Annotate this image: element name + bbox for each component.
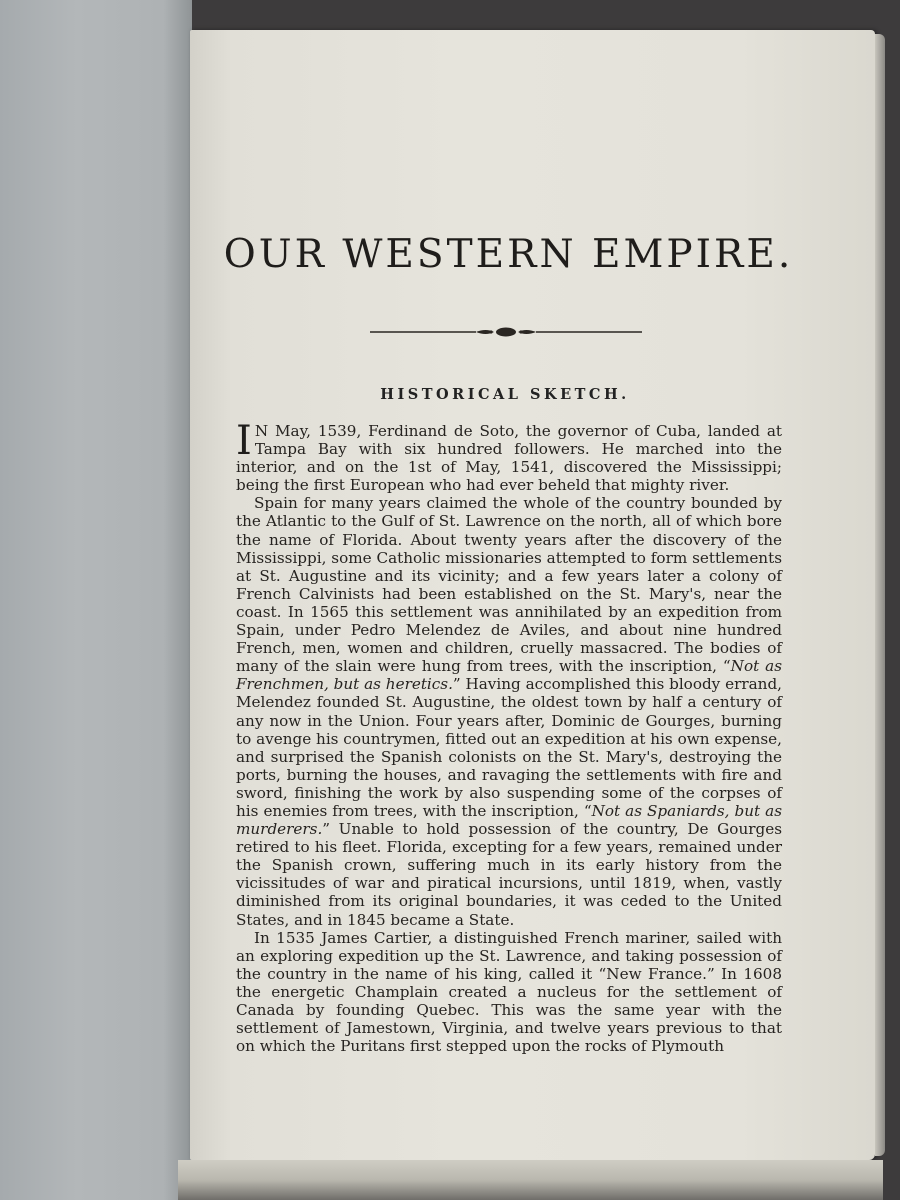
paragraph-2-text-c: ” Unable to hold possession of the country, De Gourges retired to his fleet. Florida, excepting for a few years, remained under the Spanish crown, suffering much in its early history from the vicissitudes of war and piratical incursions, until 1819, when, vastly diminished from its original boundaries, it was ceded to the United States, and in 1845 became a State. xyxy=(236,820,782,929)
paragraph-2-text-b: ” Having accomplished this bloody errand, Melendez founded St. Augustine, the oldest town by half a century of any now in the Union. Four years after, Dominic de Gourges, burning to avenge his countrymen, fitted out an expedition at his own expense, and surprised the Spanish colonists on the St. Mary's, destroying the ports, burning the houses, and ravaging the settlements with fire and sword, finishing the work by also suspending some of the corpses of his enemies from trees, with the inscription, “ xyxy=(236,675,782,820)
drop-cap: I xyxy=(236,418,252,464)
paragraph-1-text: May, 1539, Ferdinand de Soto, the governor of Cuba, landed at Tampa Bay with six hundred followers. He marched into the interior, and on the 1st of May, 1541, discovered the Mississippi; being the first European who had ever beheld that mighty river. xyxy=(236,422,782,495)
facing-page xyxy=(0,0,192,1200)
page-bottom-edge xyxy=(178,1160,883,1200)
ornamental-rule xyxy=(370,322,642,342)
inscription-quote-2: Not as Spaniards, but as murderers. xyxy=(236,801,782,839)
page-title: OUR WESTERN EMPIRE. xyxy=(223,232,794,277)
paragraph-3: In 1535 James Cartier, a distinguished French mariner, sailed with an exploring expedition up the St. Lawrence, and taking possession of the country in the name of his king, called it “New France.” In 1608 the energetic Champlain created a nucleus for the settlement of Canada by founding Quebec. This was the same year with the settlement of Jamestown, Virginia, and twelve years previous to that on which the Puritans first stepped upon the rocks of Plymouth xyxy=(236,928,782,1056)
drop-cap-continuation: N xyxy=(254,422,269,440)
inscription-quote-1: Not as Frenchmen, but as heretics. xyxy=(236,657,782,694)
paragraph-2 xyxy=(236,494,782,928)
paragraph-1 xyxy=(236,418,782,495)
page-fore-edge xyxy=(875,34,885,1156)
paragraph-2-text-a: Spain for many years claimed the whole of the country bounded by the Atlantic to the Gulf of St. Lawrence on the north, all of which bore the name of Florida. About twenty years after the discovery of the Mississippi, some Catholic missionaries attempted to form settlements at St. Augustine and its vicinity; and a few years later a colony of French Calvinists had been established on the St. Mary's, near the coast. In 1565 this settlement was annihilated by an expedition from Spain, under Pedro Melendez de Aviles, and about nine hundred French, men, women and children, cruelly massacred. The bodies of many of the slain were hung from trees, with the inscription, “ xyxy=(236,494,782,676)
section-heading: HISTORICAL SKETCH. xyxy=(380,386,630,403)
body-text xyxy=(236,418,782,1056)
